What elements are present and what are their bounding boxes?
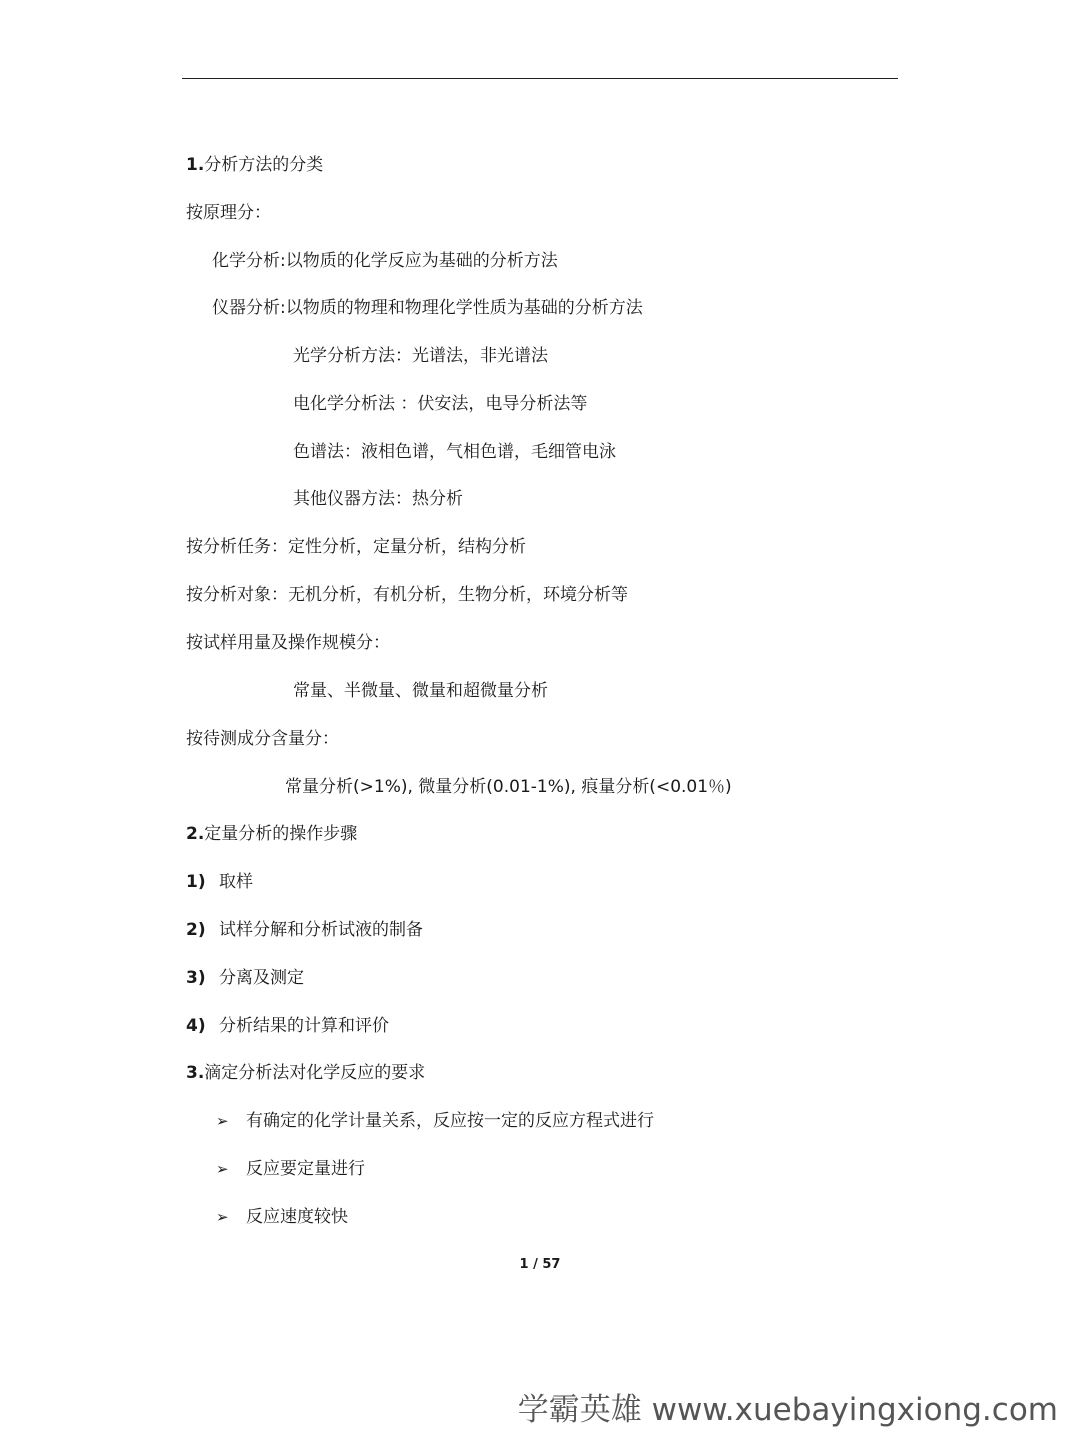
step-number: 1) <box>186 872 206 892</box>
instrumental-analysis: 仪器分析:以物质的物理和物理化学性质为基础的分析方法 <box>212 298 643 318</box>
step-text: 分析结果的计算和评价 <box>219 1016 389 1036</box>
by-object: 按分析对象：无机分析，有机分析，生物分析，环境分析等 <box>186 585 628 605</box>
section-2-number: 2. <box>186 824 205 844</box>
step-item <box>186 871 253 893</box>
section-2-heading <box>186 823 357 845</box>
step-text: 试样分解和分析试液的制备 <box>219 920 423 940</box>
step-number: 4) <box>186 1016 206 1036</box>
by-principle-label: 按原理分： <box>186 203 271 223</box>
section-1-title: 分析方法的分类 <box>204 155 324 175</box>
step-item <box>186 967 304 989</box>
electrochemical-methods: 电化学分析法 ：伏安法，电导分析法等 <box>293 394 588 414</box>
step-number: 2) <box>186 920 206 940</box>
chemical-analysis: 化学分析:以物质的化学反应为基础的分析方法 <box>212 251 558 271</box>
requirement-item <box>216 1110 654 1132</box>
section-3-title: 滴定分析法对化学反应的要求 <box>204 1063 426 1083</box>
by-task: 按分析任务：定性分析，定量分析，结构分析 <box>186 537 526 557</box>
sample-scale: 常量、半微量、微量和超微量分析 <box>293 681 548 701</box>
optical-methods: 光学分析方法：光谱法，非光谱法 <box>293 346 548 366</box>
section-1-heading <box>186 154 323 176</box>
step-item <box>186 919 423 941</box>
requirement-text: 有确定的化学计量关系，反应按一定的反应方程式进行 <box>246 1111 654 1131</box>
step-number: 3) <box>186 968 206 988</box>
other-instrumental-methods: 其他仪器方法：热分析 <box>293 489 463 509</box>
chromatography-methods: 色谱法：液相色谱，气相色谱，毛细管电泳 <box>293 442 616 462</box>
requirement-text: 反应速度较快 <box>246 1207 348 1227</box>
step-item <box>186 1015 389 1037</box>
step-text: 取样 <box>219 872 253 892</box>
section-3-heading <box>186 1062 425 1084</box>
by-content-label: 按待测成分含量分： <box>186 729 339 749</box>
requirement-item <box>216 1206 348 1228</box>
requirement-text: 反应要定量进行 <box>246 1159 365 1179</box>
arrow-bullet-icon: ➢ <box>216 1112 229 1130</box>
content-levels: 常量分析(>1%), 微量分析(0.01-1%), 痕量分析(<0.01％) <box>285 777 732 797</box>
site-watermark: 学霸英雄 www.xuebayingxiong.com <box>517 1392 1058 1428</box>
requirement-item <box>216 1158 365 1180</box>
section-1-number: 1. <box>186 155 205 175</box>
arrow-bullet-icon: ➢ <box>216 1160 229 1178</box>
section-3-number: 3. <box>186 1063 205 1083</box>
section-2-title: 定量分析的操作步骤 <box>204 824 358 844</box>
by-sample-amount-label: 按试样用量及操作规模分： <box>186 633 390 653</box>
page-number: 1 / 57 <box>519 1257 561 1272</box>
step-text: 分离及测定 <box>219 968 304 988</box>
arrow-bullet-icon: ➢ <box>216 1208 229 1226</box>
